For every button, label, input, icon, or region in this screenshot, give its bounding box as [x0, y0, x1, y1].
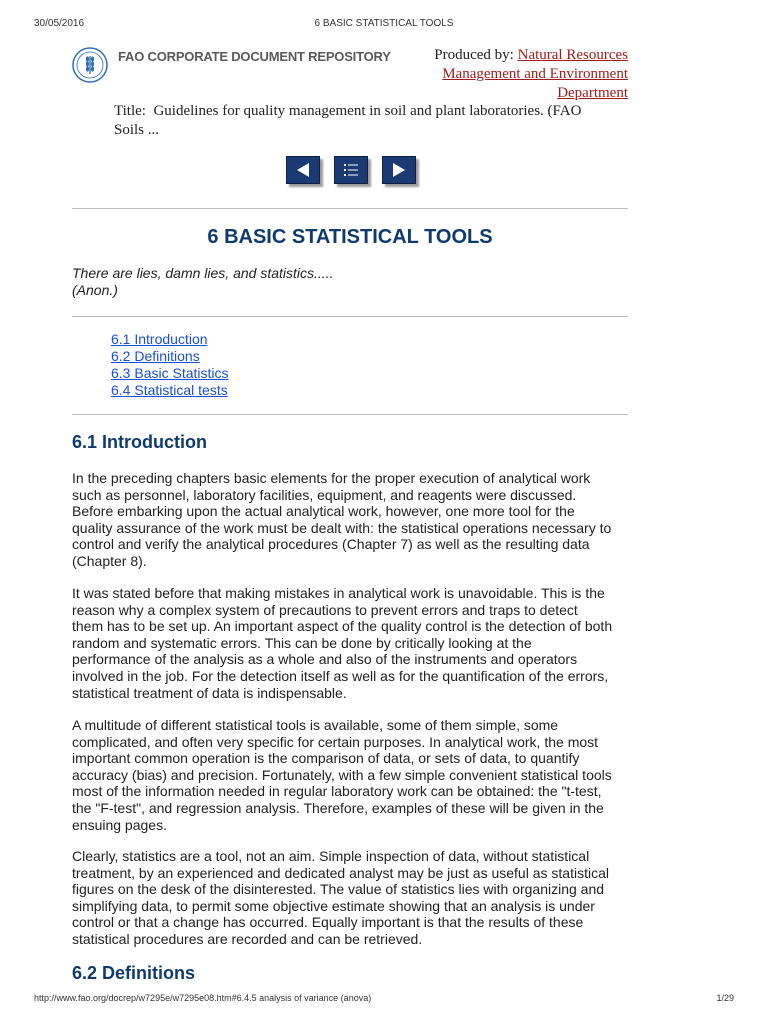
toc-link-introduction[interactable]: 6.1 Introduction [111, 331, 208, 347]
toc-link-statistical-tests[interactable]: 6.4 Statistical tests [111, 382, 228, 398]
epigraph-attribution: (Anon.) [72, 282, 118, 298]
text-line: accuracy (bias) and precision. Fortunately, with a few simple convenient statistical tools [72, 766, 612, 783]
document-title-line-2: Soils ... [114, 122, 160, 138]
producer-link-line-1[interactable]: Natural Resources [517, 47, 628, 63]
epigraph-quote: There are lies, damn lies, and statistics..... [72, 265, 334, 281]
repository-name: FAO CORPORATE DOCUMENT REPOSITORY [118, 49, 391, 64]
text-line: statistical treatment of data is indispensable. [72, 684, 347, 701]
text-line: the "F-test", and regression analysis. Therefore, examples of these will be given in the [72, 799, 604, 816]
text-line: simplifying data, to permit some objective estimate showing that an analysis is under [72, 897, 595, 914]
toc-link-definitions[interactable]: 6.2 Definitions [111, 348, 200, 364]
paragraph-2 [72, 585, 632, 701]
text-line: complicated, and often very specific for certain purposes. In analytical work, the most [72, 733, 599, 750]
text-line: involved in the job. For the detection itself as well as for the quantification of the errors, [72, 667, 609, 684]
text-line: random and systematic errors. This can be done by critically looking at the [72, 634, 532, 651]
epigraph [72, 265, 628, 299]
triangle-right-icon [391, 163, 407, 177]
text-line: them has to be set up. An important aspect of the quality control is the detection of both [72, 618, 613, 635]
text-line: Clearly, statistics are a tool, not an aim. Simple inspection of data, without statistical [72, 848, 590, 864]
produced-by-label: Produced by: [434, 47, 514, 63]
paragraph-4 [72, 848, 632, 948]
produced-by [378, 46, 628, 103]
page-url: http://www.fao.org/docrep/w7295e/w7295e08.htm#6.4.5 analysis of variance (anova) [34, 993, 372, 1003]
print-date: 30/05/2016 [34, 18, 85, 29]
document-title-line-1: Guidelines for quality management in soil and plant laboratories. (FAO [153, 103, 582, 119]
text-line: Before embarking upon the actual analytical work, however, one more tool for the [72, 503, 575, 520]
print-footer [34, 993, 734, 1007]
paragraph-3 [72, 717, 632, 833]
fao-logo[interactable] [72, 47, 108, 83]
triangle-left-icon [295, 163, 311, 177]
text-line: It was stated before that making mistakes in analytical work is unavoidable. This is the [72, 585, 605, 601]
toc-item [111, 365, 411, 382]
toc-item [111, 348, 411, 365]
document-title-label: Title: [114, 103, 146, 119]
text-line: ensuing pages. [72, 816, 167, 833]
text-line: control and verify the analytical procedures (Chapter 7) as well as the resulting data [72, 536, 590, 553]
document-title [114, 102, 634, 140]
divider [72, 414, 628, 415]
divider [72, 208, 628, 209]
page-number: 1/29 [716, 993, 734, 1003]
text-line: performance of the analysis as a whole and also of the instruments and operators [72, 651, 578, 668]
text-line: such as personnel, laboratory facilities, equipment, and reagents were discussed. [72, 486, 577, 503]
text-line: figures on the desk of the disinterested. The value of statistics lies with organizing and [72, 881, 605, 898]
paragraph-1 [72, 470, 632, 570]
divider [72, 316, 628, 317]
text-line: quality assurance of the work must be dealt with: the statistical operations necessary to [72, 519, 612, 536]
producer-link-line-3[interactable]: Department [557, 85, 628, 101]
navigation-buttons [286, 156, 416, 188]
list-icon [343, 163, 359, 177]
repository-header [72, 44, 632, 142]
toc-link-basic-statistics[interactable]: 6.3 Basic Statistics [111, 365, 229, 381]
text-line: A multitude of different statistical tools is available, some of them simple, some [72, 717, 559, 733]
table-of-contents-button[interactable] [334, 156, 368, 184]
toc-item [111, 382, 411, 399]
text-line: In the preceding chapters basic elements for the proper execution of analytical work [72, 470, 591, 486]
print-title: 6 BASIC STATISTICAL TOOLS [314, 18, 454, 29]
text-line: reason why a complex system of precautions to prevent errors and traps to detect [72, 601, 578, 618]
next-button[interactable] [382, 156, 416, 184]
text-line: important common operation is the comparison of data, or sets of data, to quantify [72, 750, 580, 767]
text-line: treatment, by an experienced and dedicated analyst may be just as useful as statistical [72, 864, 609, 881]
text-line: control or that a change has occurred. Equally important is that the results of these [72, 914, 584, 931]
toc-item [111, 331, 411, 348]
text-line: (Chapter 8). [72, 552, 147, 569]
section-heading-introduction: 6.1 Introduction [72, 432, 207, 452]
previous-button[interactable] [286, 156, 320, 184]
chapter-title: 6 BASIC STATISTICAL TOOLS [207, 226, 493, 248]
text-line: statistical procedures are recorded and can be retrieved. [72, 930, 423, 947]
table-of-contents [111, 331, 411, 399]
print-header [34, 18, 734, 32]
producer-link-line-2[interactable]: Management and Environment [442, 66, 628, 82]
text-line: most of the information needed in regular laboratory work can be obtained: the "t-test, [72, 783, 602, 800]
section-heading-definitions: 6.2 Definitions [72, 963, 196, 983]
